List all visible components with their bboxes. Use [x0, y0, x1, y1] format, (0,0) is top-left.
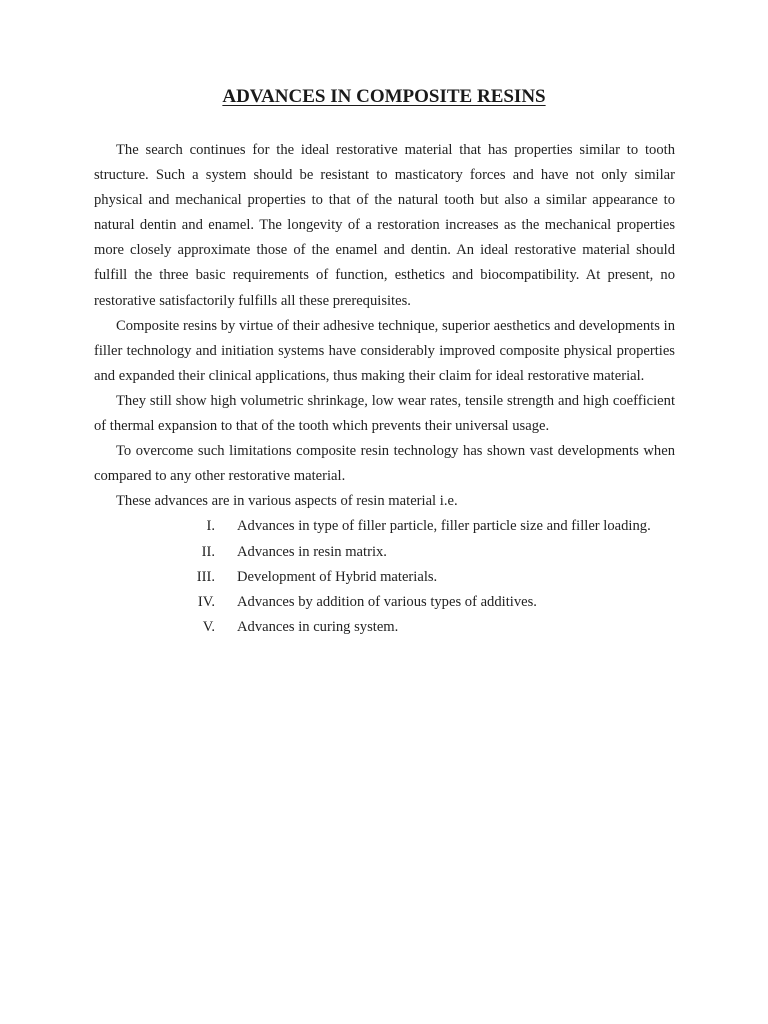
list-item	[94, 540, 675, 565]
list-item-text: Development of Hybrid materials.	[237, 568, 438, 585]
list-item-number: V.	[202, 618, 215, 635]
list-item	[94, 590, 675, 615]
list-item-number: IV.	[197, 593, 215, 610]
paragraph-limitations: They still show high volumetric shrinkage, low wear rates, tensile strength and high coefficient of thermal expansion to that of the tooth which prevents their universal usage.	[94, 392, 675, 435]
document-body	[94, 138, 675, 640]
list-item-text: Advances in type of filler particle, filler particle size and filler loading.	[237, 518, 651, 535]
list-item-number: II.	[201, 543, 215, 560]
list-item-number: III.	[196, 568, 215, 585]
list-item-text: Advances in resin matrix.	[237, 543, 387, 560]
paragraph-advances-intro: These advances are in various aspects of resin material i.e.	[116, 493, 458, 510]
paragraph-overcome: To overcome such limitations composite resin technology has shown vast developments when compared to any other restorative material.	[94, 443, 675, 485]
list-item	[94, 615, 675, 640]
list-item-text: Advances in curing system.	[237, 618, 399, 635]
list-item	[94, 565, 675, 590]
page-title: ADVANCES IN COMPOSITE RESINS	[222, 86, 546, 107]
paragraph-intro: The search continues for the ideal restorative material that has properties similar to tooth structure. Such a system should be resistant to masticatory forces and have not only similar physical and mechanical properties to that of the natural tooth but also a similar appearance to natural dentin and enamel. The longevity of a restoration increases as the mechanical properties more closely approximate those of the enamel and dentin. An ideal restorative material should fulfill the three basic requirements of function, esthetics and biocompatibility. At present, no restorative satisfactorily fulfills all these prerequisites.	[94, 142, 675, 309]
advances-list	[94, 514, 675, 639]
paragraph-composite-resins: Composite resins by virtue of their adhesive technique, superior aesthetics and developments in filler technology and initiation systems have considerably improved composite physical properties and expanded their clinical applications, thus making their claim for ideal restorative material.	[94, 317, 675, 384]
list-item	[94, 514, 675, 539]
list-item-number: I.	[206, 518, 215, 535]
list-item-text: Advances by addition of various types of additives.	[237, 593, 537, 610]
